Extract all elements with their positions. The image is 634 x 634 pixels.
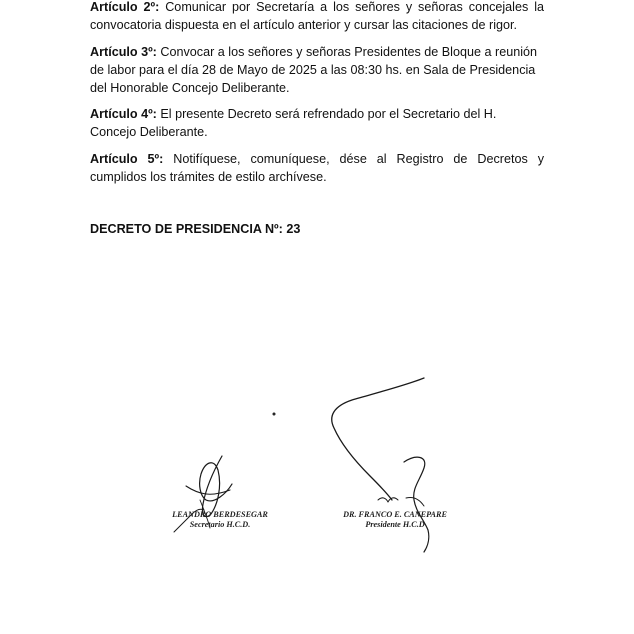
signature-block-secretary xyxy=(150,510,290,530)
article-3-label: Artículo 3º: xyxy=(90,45,157,59)
signature-block-president xyxy=(330,510,460,530)
article-5 xyxy=(90,150,544,186)
ink-dot xyxy=(273,413,275,415)
decree-number: DECRETO DE PRESIDENCIA Nº: 23 xyxy=(90,222,301,236)
article-5-label: Artículo 5º: xyxy=(90,152,164,166)
secretary-title: Secretario H.C.D. xyxy=(189,520,251,529)
president-name: DR. FRANCO E. CANEPARE xyxy=(343,510,447,519)
article-4-label: Artículo 4º: xyxy=(90,107,157,121)
article-3-text: Convocar a los señores y señoras Presidentes de Bloque a reunión de labor para el día 28 de Mayo de 2025 a las 08:30 hs. en Sala de Presidencia del Honorable Concejo Deliberante. xyxy=(90,45,538,95)
article-2-label: Artículo 2º: xyxy=(90,0,160,14)
president-title: Presidente H.C.D xyxy=(365,520,425,529)
article-3 xyxy=(90,43,544,97)
article-2-text: Comunicar por Secretaría a los señores y señoras concejales la convocatoria dispuesta en el artículo anterior y cursar las citaciones de rigor. xyxy=(90,0,544,32)
article-5-text: Notifíquese, comuníquese, dése al Registro de Decretos y cumplidos los trámites de estilo archívese. xyxy=(90,152,545,184)
article-2 xyxy=(90,0,544,34)
article-4-text: El presente Decreto será refrendado por el Secretario del H. Concejo Deliberante. xyxy=(90,107,497,139)
article-4 xyxy=(90,105,544,141)
secretary-name: LEANDRO BERDESEGAR xyxy=(172,510,268,519)
